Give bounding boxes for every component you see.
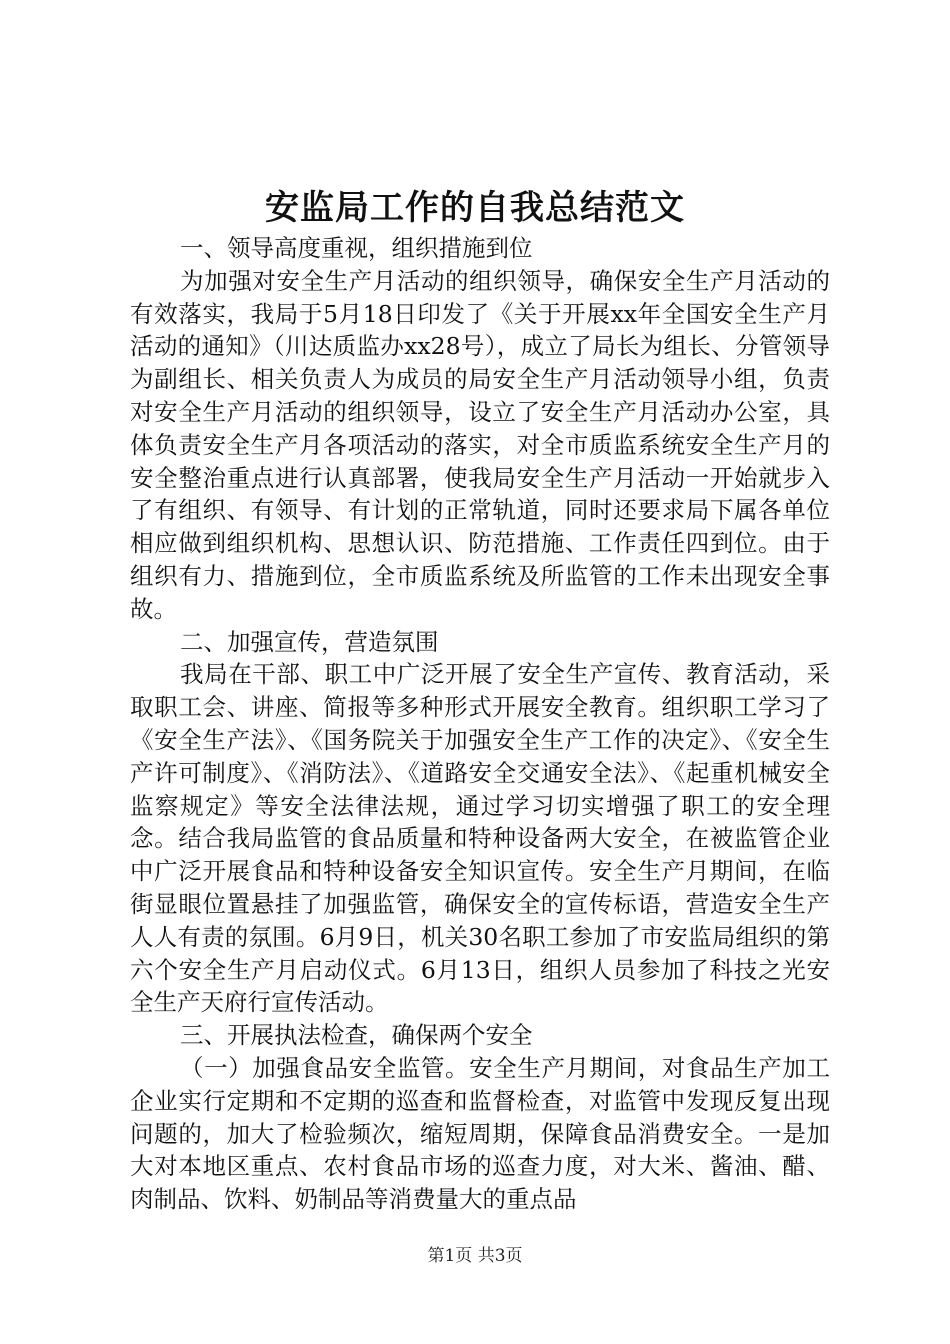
page-footer: 第1页 共3页	[427, 1246, 523, 1266]
section-heading-2: 二、加强宣传，营造氛围	[180, 627, 439, 656]
document-title: 安监局工作的自我总结范文	[265, 188, 685, 228]
section-paragraph-3: （一）加强食品安全监管。安全生产月期间，对食品生产加工企业实行定期和不定期的巡查和监督检查，对监管中发现反复出现问题的，加大了检验频次，缩短周期，保障食品消费安全。一是加大对本地区重点、农村食品市场的巡查力度，对大米、酱油、醋、肉制品、饮料、奶制品等消费量大的重点品	[130, 1053, 830, 1214]
section-paragraph-1: 为加强对安全生产月活动的组织领导，确保安全生产月活动的有效落实，我局于5月18日印发了《关于开展xx年全国安全生产月活动的通知》（川达质监办xx28号），成立了局长为组长、分管领导为副组长、相关负责人为成员的局安全生产月活动领导小组，负责对安全生产月活动的组织领导，设立了安全生产月活动办公室，具体负责安全生产月各项活动的落实，对全市质监系统安全生产月的安全整治重点进行认真部署，使我局安全生产月活动一开始就步入了有组织、有领导、有计划的正常轨道，同时还要求局下属各单位相应做到组织机构、思想认识、防范措施、工作责任四到位。由于组织有力、措施到位，全市质监系统及所监管的工作未出现安全事故。	[130, 266, 830, 623]
section-heading-1: 一、领导高度重视，组织措施到位	[180, 234, 533, 262]
section-paragraph-2: 我局在干部、职工中广泛开展了安全生产宣传、教育活动，采取职工会、讲座、简报等多种形式开展安全教育。组织职工学习了《安全生产法》、《国务院关于加强安全生产工作的决定》、《安全生产许可制度》、《消防法》、《道路安全交通安全法》、《起重机械安全监察规定》等安全法律法规，通过学习切实增强了职工的安全理念。结合我局监管的食品质量和特种设备两大安全，在被监管企业中广泛开展食品和特种设备安全知识宣传。安全生产月期间，在临街显眼位置悬挂了加强监管，确保安全的宣传标语，营造安全生产人人有责的氛围。6月9日，机关30名职工参加了市安监局组织的第六个安全生产月启动仪式。6月13日，组织人员参加了科技之光安全生产天府行宣传活动。	[130, 660, 830, 1017]
section-heading-3: 三、开展执法检查，确保两个安全	[180, 1021, 533, 1050]
document-body	[130, 232, 830, 1216]
